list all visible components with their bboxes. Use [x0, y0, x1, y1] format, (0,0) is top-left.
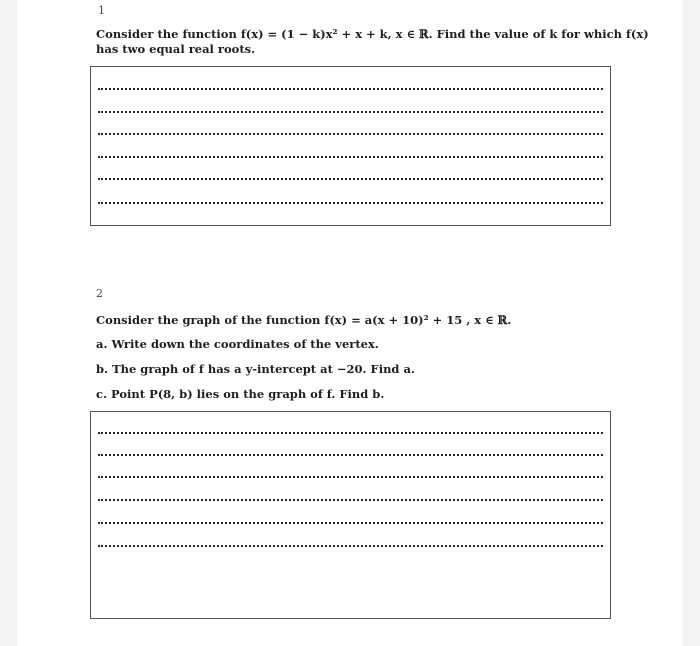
answer-box-1[interactable] — [90, 66, 611, 226]
part-text: Write down the coordinates of the vertex. — [111, 337, 379, 351]
answer-line — [98, 545, 603, 547]
part-label: b. — [96, 362, 109, 376]
question-1-line-2: has two equal real roots. — [96, 42, 256, 56]
question-2-number: 2 — [96, 287, 103, 300]
question-2-intro: Consider the graph of the function f(x) = a(x + 10)² + 15 , x ∈ ℝ. — [96, 313, 512, 327]
answer-line — [98, 454, 603, 456]
answer-line — [98, 476, 603, 478]
answer-line — [98, 133, 603, 135]
answer-line — [98, 432, 603, 434]
answer-line — [98, 499, 603, 501]
question-2-part-a — [96, 337, 379, 352]
answer-line — [98, 156, 603, 158]
question-1-line-1: Consider the function f(x) = (1 − k)x² + x + k, x ∈ ℝ. Find the value of k for which f(x) — [96, 27, 649, 41]
part-text: Point P(8, b) lies on the graph of f. Find b. — [111, 387, 385, 401]
answer-line — [98, 111, 603, 113]
part-text: The graph of f has a y-intercept at −20. Find a. — [112, 362, 415, 376]
answer-line — [98, 178, 603, 180]
worksheet-page — [17, 0, 683, 646]
question-2-part-c — [96, 387, 384, 402]
question-1-number: 1 — [98, 4, 105, 17]
answer-line — [98, 522, 603, 524]
answer-line — [98, 202, 603, 204]
part-label: c. — [96, 387, 108, 401]
answer-line — [98, 88, 603, 90]
question-2-part-b — [96, 362, 415, 377]
answer-box-2[interactable] — [90, 411, 611, 619]
part-label: a. — [96, 337, 108, 351]
